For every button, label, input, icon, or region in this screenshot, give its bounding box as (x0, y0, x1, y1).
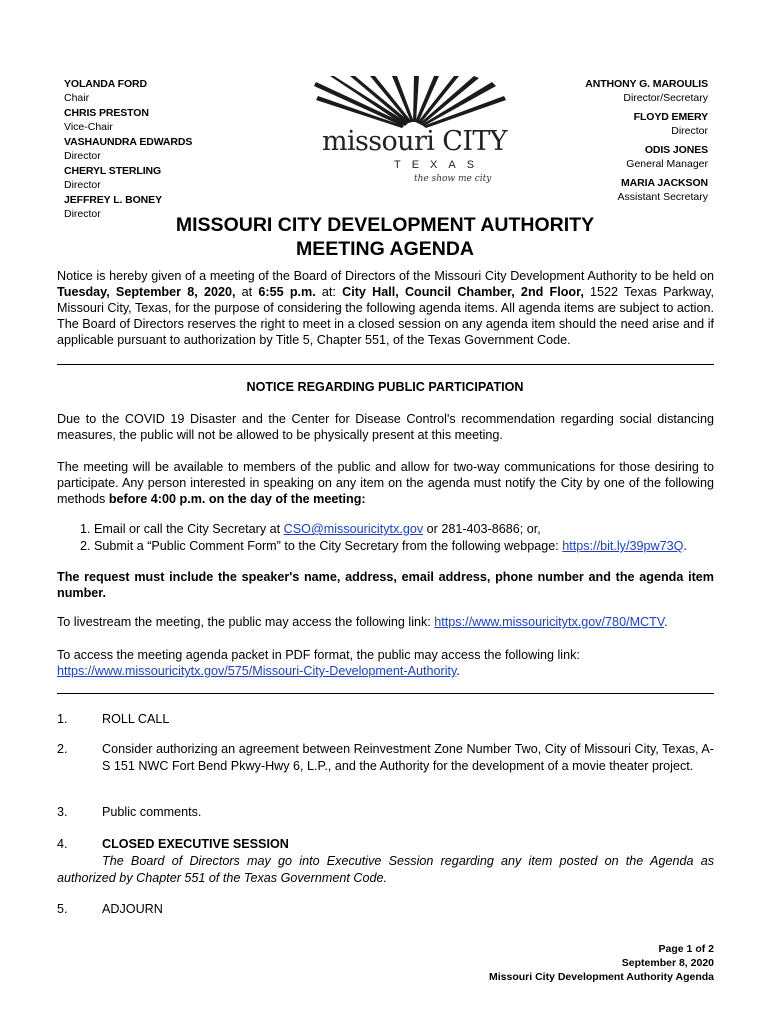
roster-entry: JEFFREY L. BONEY Director (64, 194, 162, 220)
logo-state: TEXAS (394, 159, 486, 171)
logo-tagline: the show me city (414, 174, 492, 184)
roster-entry: MARIA JACKSON Assistant Secretary (617, 177, 708, 203)
agenda-item: 4. CLOSED EXECUTIVE SESSION The Board of Directors may go into Executive Session regarding any item posted on the Agenda as authorized by Chapter 551 of the Texas Government Code. (57, 837, 714, 885)
divider (57, 364, 714, 365)
agenda-item: 2. Consider authorizing an agreement between Reinvestment Zone Number Two, City of Missouri City, Texas, A-S 151 NWC Fort Bend Pkwy-Hwy 6, L.P., and the Authority for the development of a movie theater project. (57, 742, 714, 773)
email-link[interactable]: CSO@missouricitytx.gov (283, 522, 424, 536)
roster-entry: YOLANDA FORD Chair (64, 78, 147, 104)
page-title: MISSOURI CITY DEVELOPMENT AUTHORITY MEETING AGENDA (175, 214, 595, 260)
agenda-item: 5. ADJOURN (57, 902, 163, 916)
methods-paragraph: The meeting will be available to members of the public and allow for two-way communications for those desiring to participate. Any person interested in speaking on any item on the agenda must notify the City by one of the following methods before 4:00 p.m. on the day of the meeting: (57, 460, 714, 506)
closed-session-description: The Board of Directors may go into Executive Session regarding any item posted on the Agenda as authorized by Chapter 551 of the Texas Government Code. (57, 854, 714, 885)
board-roster-right (585, 78, 708, 206)
board-roster-left (64, 78, 192, 223)
participation-heading: NOTICE REGARDING PUBLIC PARTICIPATION (246, 380, 524, 394)
comment-form-link[interactable]: https://bit.ly/39pw73Q (562, 539, 684, 553)
roster-entry: FLOYD EMERY Director (633, 111, 708, 137)
footer-doc-title: Missouri City Development Authority Agenda (489, 971, 714, 983)
request-requirement: The request must include the speaker's name, address, email address, phone number and the agenda item number. (57, 570, 714, 600)
page-number: Page 1 of 2 (658, 943, 714, 955)
roster-entry: CHRIS PRESTON Vice-Chair (64, 107, 149, 133)
livestream-link[interactable]: https://www.missouricitytx.gov/780/MCTV (434, 615, 665, 629)
logo-wordmark: missouri CITY (321, 126, 508, 157)
page-footer (489, 942, 714, 984)
packet-link[interactable]: https://www.missouricitytx.gov/575/Missouri-City-Development-Authority (57, 664, 457, 678)
meeting-notice: Notice is hereby given of a meeting of the Board of Directors of the Missouri City Development Authority to be held on Tuesday, September 8, 2020, at 6:55 p.m. at: City Hall, Council Chamber, 2nd Floor, 1522 Texas Parkway, Missouri City, Texas, for the purpose of considering the following agenda items. All agenda items are subject to action. The Board of Directors reserves the right to meet in a closed session on any agenda item should the need arise and if applicable pursuant to authorization by Title 5, Chapter 551, of the Texas Government Code. (57, 269, 714, 347)
method-form: 2. Submit a “Public Comment Form” to the City Secretary from the following webpage: https://bit.ly/39pw73Q. (80, 539, 687, 553)
agenda-item: 3. Public comments. (57, 805, 202, 819)
covid-paragraph: Due to the COVID 19 Disaster and the Center for Disease Control's recommendation regarding social distancing measures, the public will not be allowed to be physically present at this meeting. (57, 412, 714, 442)
sunburst-icon (306, 76, 518, 128)
roster-entry: ANTHONY G. MAROULIS Director/Secretary (585, 78, 708, 104)
livestream-paragraph: To livestream the meeting, the public may access the following link: https://www.missouricitytx.gov/780/MCTV. (57, 615, 668, 629)
method-email: 1. Email or call the City Secretary at CSO@missouricitytx.gov or 281-403-8686; or, (80, 522, 541, 536)
divider (57, 693, 714, 694)
footer-date: September 8, 2020 (621, 957, 714, 969)
agenda-item: 1. ROLL CALL (57, 712, 170, 726)
roster-entry: VASHAUNDRA EDWARDS Director (64, 136, 193, 162)
methods-list (80, 521, 687, 555)
packet-paragraph: To access the meeting agenda packet in PDF format, the public may access the following link: https://www.missouricitytx.gov/575/Missouri-City-Development-Authority. (57, 648, 580, 678)
roster-entry: ODIS JONES General Manager (626, 144, 708, 170)
missouri-city-logo (306, 76, 518, 191)
roster-entry: CHERYL STERLING Director (64, 165, 162, 191)
